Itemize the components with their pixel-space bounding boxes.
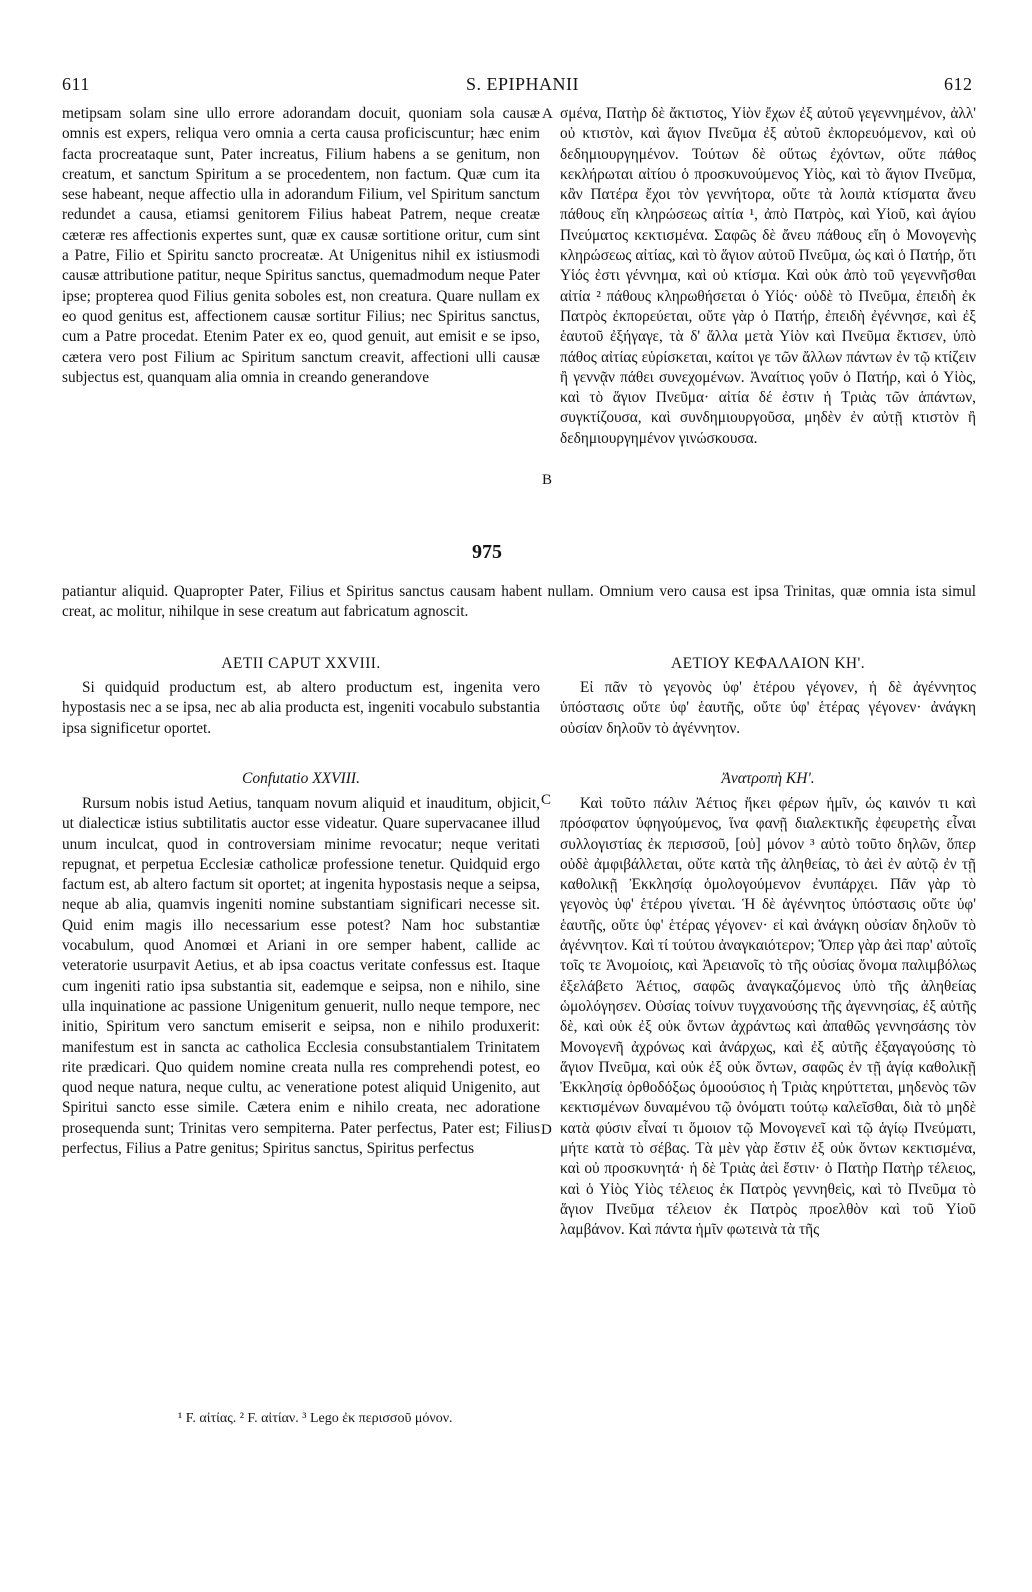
running-title: S. EPIPHANII [466, 74, 580, 94]
latin-chapter-heading: AETII CAPUT XXVIII. [221, 655, 381, 672]
greek-confutatio-text: Καὶ τοῦτο πάλιν Ἀέτιος ἥκει φέρων ἡμῖν, ὡς καινόν τι καὶ πρόσφατον ὑφηγούμενος, ἵνα φανῇ διαλεκτικῆς ἐφευρετὴς εἶναι συλλογιστίας ἐκ περισσοῦ, [οὐ] μόνον ³ αὐτὸ τοῦτο δηλῶν, ὅπερ οὐδὲ ἀμφιβάλλεται, οὔτε κατὰ τῆς ἀληθείας, τὸ ἀεὶ ἐν αὐτῷ ἐν τῇ καθολικῇ Ἐκκλησίᾳ ὁμολογούμενον ἐνυπάρχει. Πᾶν γὰρ τὸ γεγονὸς ὑφ' ἑτέρου γίνεται. Ἡ δὲ ἀγέννητος ὑπόστασις οὔτε ὑφ' ἑαυτῆς, οὔτε ὑφ' ἑτέρας γέγονεν· εἰ καὶ ἀνάγκη οὐσίαν δηλοῦν τὸ ἀγέννητον. Καὶ τί τούτου ἀναγκαιότερον; Ὅπερ γὰρ ἀεὶ παρ' αὐτοῖς τοῖς τε Ἀνομοίοις, καὶ Ἀρειανοῖς τὸ τῆς οὐσίας ὄνομα παλιμβόλως ἐξελάβετο Ἀέτιος, σαφῶς ἀναγκαζόμενος ὑπὸ τῆς ἀληθείας ὡμολόγησεν. Οὐσίας τοίνυν τυγχανούσης τῆς ἀγεννησίας, ἐξ αὐτῆς δὲ, καὶ οὐκ ἐξ οὐκ ὄντων ἀχράντως καὶ ἀπαθῶς γεννησάσης τὸν Μονογενῆ ἀχρόνως καὶ ἀνάρχως, καὶ ἐξ αὐτῆς ἐξαγαγούσης τὸ ἅγιον Πνεῦμα, καὶ οὐκ ἐξ οὐκ ὄντων, σαφῶς ἐν τῇ ἁγίᾳ καθολικῇ Ἐκκλησίᾳ ὀρθοδόξως ὁμοούσιος ἡ Τριὰς κηρύττεται, μηδενὸς τῶν κεκτισμένων δυναμένου τῷ ὀνόματι τούτῳ καλεῖσθαι, διὰ τὸ μηδὲ κατὰ φύσιν εἶναί τι ὅμοιον τῷ Μονογενεῖ καὶ τῷ ἁγίῳ Πνεύματι, μήτε κατὰ τὸ σέβας. Τὰ μὲν γὰρ ἔστιν ἐξ οὐκ ὄντων κεκτισμένα, καὶ οὐ προσκυνητά· ἡ δὲ Τριὰς ἀεὶ ἔστιν· ὁ Πατὴρ Πατὴρ τέλειος, καὶ ὁ Υἱὸς Υἱὸς τέλειος ἐκ Πατρὸς γεννηθεὶς, καὶ τὸ Πνεῦμα τὸ ἅγιον Πνεῦμα τέλειον ἐκ Πατρὸς προελθὸν καὶ τοῦ Υἱοῦ λαμβάνον. Καὶ πάντα ἡμῖν φωτεινὰ τὰ τῆς [560, 795, 976, 1239]
greek-chapter-text-block [560, 678, 976, 739]
margin-letter-a: A [542, 106, 553, 122]
latin-chapter-text-block [62, 678, 540, 739]
column-number: 975 [472, 541, 502, 563]
footnotes: ¹ F. αἰτίας. ² F. αἰτίαν. ³ Lego ἐκ περισσοῦ μόνον. [178, 1411, 453, 1426]
greek-top-column [560, 104, 976, 449]
right-page-number: 612 [944, 74, 973, 94]
greek-confutatio-block [560, 794, 976, 1241]
margin-letter-d: D [541, 1122, 552, 1138]
latin-confutatio-text: Rursum nobis istud Aetius, tanquam novum aliquid et inauditum, objicit, ut dialecticæ istius subtilitatis auctor esse videatur. Quare supervacanee illud unum inculcat, quod in controversiam minime revocatur; neque veritati repugnat, et perpetua Ecclesiæ catholicæ professione tenetur. Quidquid ergo factum est, ab altero factum sit oportet; at ingenita hypostasis neque a seipsa, neque ab alia, quamvis ingeniti nomine substantiam significari necesse sit. Quid enim magis illo necessarium esse potest? Nam hoc substantiæ vocabulum, quod Anomœi et Ariani in ore semper habent, callide ac veteratorie usurpavit Aetius, et ab ipsa coactus veritate confessus est. Itaque cum ingeniti ratio ipsa substantia sit, eademque e seipsa, non e nihilo, sine ulla inquinatione ac passione Unigenitum genuerit, nullo neque tempore, nec initio, Spiritum vero sanctum emiserit e seipsa, non e nihilo produxerit: manifestum est in sancta ac catholica Ecclesia consubstantialem Trinitatem rite prædicari. Quo quidem nomine creata nulla res comprehendi potest, eo quod neque natura, neque cultu, ac veneratione potest aliquid Unigenito, aut Spiritui sancto esse simile. Cætera enim e nihilo creata, nec adoratione prosequenda sunt; Trinitas vero sempiterna. Pater perfectus, Pater est; Filius perfectus, Filius a Patre genitus; Spiritus sanctus, Spiritus perfectus [62, 795, 540, 1158]
latin-confutatio-title: Confutatio XXVIII. [242, 770, 360, 787]
latin-top-column [62, 104, 540, 388]
latin-confutatio-block [62, 794, 540, 1159]
margin-letter-c: C [541, 792, 552, 808]
greek-chapter-heading: ΑΕΤΙΟΥ ΚΕΦΑΛΑΙΟΝ ΚΗ'. [671, 655, 865, 672]
latin-top-text: metipsam solam sine ullo errore adorandam docuit, quoniam sola causæ omnis est expers, reliqua vero omnia a certa causa proficiscuntur; hæc enim facta procreataque sunt, Pater increatus, Filium habens a se genitum, non creatum, et sanctum Spiritum a se procedentem, non factum. Quæ cum ita sese habeant, neque affectio ulla in adorandum Filium, vel Spiritum sanctum redundet a causa, etiamsi genitorem Filius habeat Patrem, neque creatæ cæteræ res affectionis expertes sunt, quæ ex causæ sortitione oritur, cum sint a Patre, Filio et Spiritu sancto procreatæ. At Unigenitus nihil ex istiusmodi causæ attributione patitur, neque Spiritus sanctus, quemadmodum neque Pater ipse; propterea quod Filius genita soboles est, non creatura. Quare nullam ex eo quod genitus est, affectionem causæ sortitur Filius; nec Spiritus sanctus, cum a Patre procedat. Etenim Pater ex eo, quod genuit, aut emisit e se ipso, cætera vero post Filium ac Spiritum sanctum creavit, affectioni ulli causæ subjectus est, quanquam alia omnia in creando generandove [62, 105, 540, 386]
margin-letter-b: B [542, 472, 553, 488]
greek-confutatio-title: Ἀνατροπὴ ΚΗ'. [721, 770, 815, 787]
latin-chapter-text: Si quidquid productum est, ab altero productum est, ingenita vero hypostasis nec a se ipsa, nec ab alia producta est, ingeniti vocabulo substantia ipsa significetur oportet. [62, 679, 540, 737]
greek-chapter-text: Εἰ πᾶν τὸ γεγονὸς ὑφ' ἑτέρου γέγονεν, ἡ δὲ ἀγέννητος ὑπόστασις οὔτε ὑφ' ἑαυτῆς, οὔτε ὑφ' ἑτέρας γέγονεν· ἀνάγκη οὐσίαν δηλοῦν τὸ ἀγέννητον. [560, 679, 976, 737]
left-page-number: 611 [62, 74, 90, 94]
full-width-paragraph: patiantur aliquid. Quapropter Pater, Filius et Spiritus sanctus causam habent nullam. Omnium vero causa est ipsa Trinitas, quæ omnia ista simul creat, ac molitur, nihilque in sese creatum aut fabricatum agnoscit. [62, 583, 976, 621]
greek-top-text: σμένα, Πατὴρ δὲ ἄκτιστος, Υἱὸν ἔχων ἐξ αὐτοῦ γεγεννημένον, ἀλλ' οὐ κτιστὸν, καὶ ἅγιον Πνεῦμα ἐξ αὐτοῦ ἐκπορευόμενον, καὶ οὐ δεδημιουργημένον. Τούτων δὲ οὕτως ἐχόντων, οὔτε πάθος κεκλήρωται αἰτίου ὁ προσκυνούμενος Υἱὸς, καὶ τὸ ἅγιον Πνεῦμα, κἂν Πατέρα ἔχοι τὸν γεννήτορα, οὔτε τὰ λοιπὰ κτίσματα ἄνευ πάθους εἴη κληρώσεως αἰτία ¹, ἀπὸ Πατρὸς, καὶ Υἱοῦ, καὶ ἁγίου Πνεύματος κεκτισμένα. Σαφῶς δὲ ἄνευ πάθους εἴη ὁ Μονογενὴς κληρώσεως αἰτίας, καὶ τὸ ἅγιον αὐτοῦ Πνεῦμα, ὡς καὶ ὁ Πατήρ, ὅτι Υἱός ἐστι γέννημα, καὶ οὐ κτίσμα. Καὶ οὐκ ἀπὸ τοῦ γεγεννῆσθαι αἰτία ² πάθους κληρωθήσεται ὁ Υἱός· οὐδὲ τὸ Πνεῦμα, ἐπειδὴ ἐκ Πατρὸς ἐκπορεύεται, οὔτε γὰρ ὁ Πατήρ, ἐπειδὴ ἐγέννησε, καὶ ἐξ ἑαυτοῦ ἐξήγαγε, τὰ δ' ἄλλα μετὰ Υἱὸν καὶ Πνεῦμα ἔκτισεν, ὑπὸ πάθος αἰτίας εὑρίσκεται, καίτοι γε τῶν ἄλλων πάντων ἐν τῷ κτίζειν ἢ γεννᾷν πάθει συνεχομένων. Ἀναίτιος γοῦν ὁ Πατήρ, καὶ ὁ Υἱὸς, καὶ τὸ ἅγιον Πνεῦμα· αἰτία δέ ἐστιν ἡ Τριὰς τῶν ἁπάντων, συγκτίζουσα, καὶ συνδημιουργοῦσα, μηδὲν ἐν αὐτῇ κτιστὸν ἢ δεδημιουργημένον γινώσκουσα. [560, 105, 976, 447]
